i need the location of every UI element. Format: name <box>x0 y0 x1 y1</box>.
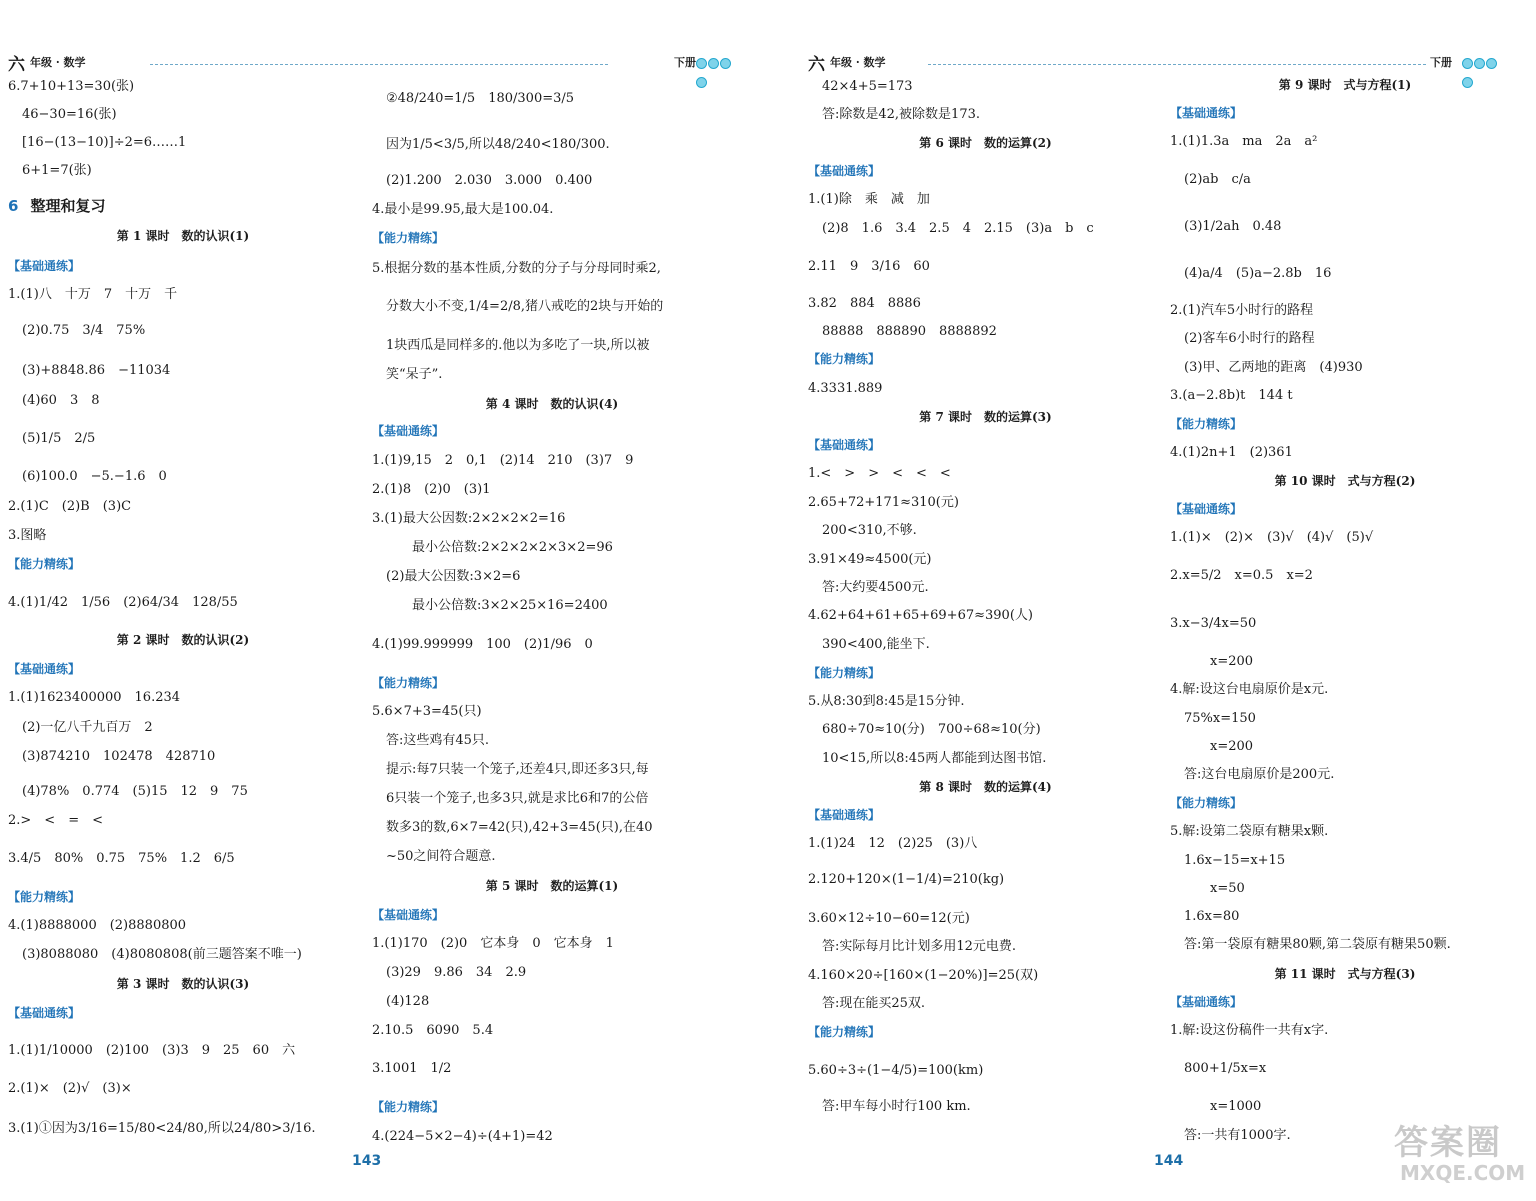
answer-line: 数多3的数,6×7=42(只),42+3=45(只),在40 <box>386 820 653 835</box>
answer-line: 提示:每7只装一个笼子,还差4只,即还多3只,每 <box>386 762 649 777</box>
answer-line: 2.120+120×(1−1/4)=210(kg) <box>808 872 1005 887</box>
lesson-title: 第 6 课时 数的运算(2) <box>919 136 1052 150</box>
answer-line: 答:这些鸡有45只. <box>386 733 490 748</box>
section-label: 【能力精练】 <box>1170 417 1243 431</box>
section-label: 【基础通练】 <box>1170 995 1243 1009</box>
answer-line: (3)29 9.86 34 2.9 <box>386 965 527 980</box>
page-number: 144 <box>1154 1153 1184 1169</box>
answer-line: (4)128 <box>386 994 430 1009</box>
lesson-title: 第 9 课时 式与方程(1) <box>1278 78 1412 92</box>
lesson-title: 第 3 课时 数的认识(3) <box>116 977 250 991</box>
answer-line: 390<400,能坐下. <box>822 637 930 652</box>
answer-line: x=1000 <box>1210 1099 1262 1114</box>
header-rule <box>928 64 1426 65</box>
answer-line: 笑“呆子”. <box>386 367 443 382</box>
answer-line: x=50 <box>1210 881 1245 896</box>
answer-line: 3.91×49≈4500(元) <box>808 552 932 567</box>
right-page <box>768 0 1536 1201</box>
answer-line: 因为1/5<3/5,所以48/240<180/300. <box>386 137 610 152</box>
answer-line: 分数大小不变,1/4=2/8,猪八戒吃的2块与开始的 <box>386 299 664 314</box>
answer-line: 4.(224−5×2−4)÷(4+1)=42 <box>372 1129 553 1144</box>
answer-line: 答:一共有1000字. <box>1184 1128 1291 1143</box>
answer-line: 最小公倍数:3×2×25×16=2400 <box>412 598 608 613</box>
section-label: 【能力精练】 <box>1170 796 1243 810</box>
answer-line: 4.最小是99.95,最大是100.04. <box>372 202 554 217</box>
answer-line: 4.(1)8888000 (2)8880800 <box>8 918 187 933</box>
section-label: 【基础通练】 <box>808 164 881 178</box>
watermark-text: 答案圈 <box>1394 1123 1502 1163</box>
answer-line: 1.(1)9,15 2 0,1 (2)14 210 (3)7 9 <box>372 453 634 468</box>
page-header <box>0 50 768 75</box>
answer-line: x=200 <box>1210 654 1254 669</box>
answer-line: (3)甲、乙两地的距离 (4)930 <box>1184 360 1363 375</box>
answer-line: 6.7+10+13=30(张) <box>8 79 135 94</box>
answer-line: 1.< > > < < < <box>808 466 951 481</box>
answer-line: 4.(1)1/42 1/56 (2)64/34 128/55 <box>8 595 238 610</box>
answer-line: (3)1/2ah 0.48 <box>1184 219 1282 234</box>
answer-line: 5.从8:30到8:45是15分钟. <box>808 694 965 709</box>
answer-line: 75%x=150 <box>1184 711 1256 726</box>
answer-line: 3.(1)①因为3/16=15/80<24/80,所以24/80>3/16. <box>8 1121 316 1136</box>
lesson-title: 第 8 课时 数的运算(4) <box>919 780 1052 794</box>
answer-line: (4)78% 0.774 (5)15 12 9 75 <box>22 784 248 799</box>
answer-line: (5)1/5 2/5 <box>22 431 96 446</box>
answer-line: 4.3331.889 <box>808 381 883 396</box>
answer-line: 42×4+5=173 <box>822 79 913 94</box>
answer-line: 答:第一袋原有糖果80颗,第二袋原有糖果50颗. <box>1184 937 1451 952</box>
section-label: 【基础通练】 <box>8 1006 81 1020</box>
section-label: 【能力精练】 <box>372 231 445 245</box>
answer-line: 2.10.5 6090 5.4 <box>372 1023 494 1038</box>
lesson-title: 第 2 课时 数的认识(2) <box>116 633 250 647</box>
answer-line: 答:除数是42,被除数是173. <box>822 107 980 122</box>
page-header <box>768 50 1536 75</box>
answer-line: 4.(1)2n+1 (2)361 <box>1170 445 1293 460</box>
chapter-title: 6 整理和复习 <box>8 197 106 215</box>
section-label: 【基础通练】 <box>1170 502 1243 516</box>
answer-line: (2)客车6小时行的路程 <box>1184 331 1315 346</box>
section-label: 【基础通练】 <box>372 908 445 922</box>
section-label: 【基础通练】 <box>8 259 81 273</box>
answer-line: (4)60 3 8 <box>22 393 100 408</box>
answer-line: 5.解:设第二袋原有糖果x颗. <box>1170 824 1329 839</box>
page-number: 143 <box>352 1153 382 1169</box>
answer-line: 2.> < = < <box>8 813 103 828</box>
answer-line: 3.x−3/4x=50 <box>1170 616 1257 631</box>
section-label: 【能力精练】 <box>8 557 81 571</box>
answer-line: 2.(1)8 (2)0 (3)1 <box>372 482 491 497</box>
answer-line: 答:大约要4500元. <box>822 580 929 595</box>
section-label: 【基础通练】 <box>1170 106 1243 120</box>
answer-line: ②48/240=1/5 180/300=3/5 <box>386 91 575 106</box>
answer-line: 1.6x=80 <box>1184 909 1240 924</box>
answer-line: (2)0.75 3/4 75% <box>22 323 146 338</box>
answer-line: 1.(1)24 12 (2)25 (3)八 <box>808 836 978 851</box>
section-label: 【能力精练】 <box>372 1100 445 1114</box>
section-label: 【基础通练】 <box>808 438 881 452</box>
answer-line: x=200 <box>1210 739 1254 754</box>
answer-line: [16−(13−10)]÷2=6……1 <box>22 135 187 150</box>
answer-line: 1.(1)除 乘 减 加 <box>808 192 930 207</box>
answer-line: 4.62+64+61+65+69+67≈390(人) <box>808 608 1033 623</box>
lesson-title: 第 4 课时 数的认识(4) <box>485 397 619 411</box>
answer-line: 2.x=5/2 x=0.5 x=2 <box>1170 568 1313 583</box>
lesson-title: 第 7 课时 数的运算(3) <box>919 410 1052 424</box>
section-label: 【基础通练】 <box>8 662 81 676</box>
section-label: 【能力精练】 <box>8 890 81 904</box>
section-label: 【能力精练】 <box>808 352 881 366</box>
answer-line: 3.82 884 8886 <box>808 296 921 311</box>
section-label: 【能力精练】 <box>808 666 881 680</box>
answer-line: 1块西瓜是同样多的.他以为多吃了一块,所以被 <box>386 338 650 353</box>
answer-line: 800+1/5x=x <box>1184 1061 1267 1076</box>
answer-line: 3.(1)最大公因数:2×2×2×2=16 <box>372 511 566 526</box>
answer-line: (2)最大公因数:3×2=6 <box>386 569 521 584</box>
answer-line: 200<310,不够. <box>822 523 917 538</box>
answer-line: 2.(1)C (2)B (3)C <box>8 499 132 514</box>
answer-line: 1.(1)170 (2)0 它本身 0 它本身 1 <box>372 936 614 951</box>
grade-label: 六 <box>8 55 25 75</box>
answer-line: (6)100.0 −5.−1.6 0 <box>22 469 167 484</box>
subject-label: 年级 · 数学 <box>30 56 86 69</box>
answer-line: 答:实际每月比计划多用12元电费. <box>822 939 1017 954</box>
answer-line: 1.(1)1.3a ma 2a a² <box>1170 134 1318 149</box>
watermark-url: MXQE.COM <box>1400 1161 1526 1185</box>
answer-line: 2.65+72+171≈310(元) <box>808 495 959 510</box>
answer-line: 10<15,所以8:45两人都能到达图书馆. <box>822 751 1047 766</box>
volume-label: 下册 <box>674 56 696 69</box>
answer-line: 3.60×12÷10−60=12(元) <box>808 911 970 926</box>
answer-line: (2)8 1.6 3.4 2.5 4 2.15 (3)a b c <box>822 221 1094 236</box>
lesson-title: 第 5 课时 数的运算(1) <box>485 879 619 893</box>
grade-label: 六 <box>808 55 825 75</box>
section-label: 【基础通练】 <box>808 808 881 822</box>
answer-line: 4.解:设这台电扇原价是x元. <box>1170 682 1329 697</box>
answer-line: 6只装一个笼子,也多3只,就是求比6和7的公倍 <box>386 791 649 806</box>
lesson-title: 第 1 课时 数的认识(1) <box>116 229 250 243</box>
answer-line: (3)874210 102478 428710 <box>22 749 216 764</box>
answer-line: 最小公倍数:2×2×2×2×3×2=96 <box>412 540 613 555</box>
answer-line: 680÷70≈10(分) 700÷68≈10(分) <box>822 722 1041 737</box>
answer-line: 1.(1)1/10000 (2)100 (3)3 9 25 60 六 <box>8 1043 296 1058</box>
header-rule <box>150 64 608 65</box>
subject-label: 年级 · 数学 <box>830 56 886 69</box>
section-label: 【能力精练】 <box>372 676 445 690</box>
answer-line: 4.160×20÷[160×(1−20%)]=25(双) <box>808 968 1039 983</box>
answer-line: 88888 888890 8888892 <box>822 324 997 339</box>
answer-line: (2)ab c/a <box>1184 172 1251 187</box>
answer-line: 3.1001 1/2 <box>372 1061 452 1076</box>
answer-line: 1.(1)× (2)× (3)√ (4)√ (5)√ <box>1170 530 1374 545</box>
answer-line: 6+1=7(张) <box>22 163 92 178</box>
answer-line: 答:甲车每小时行100 km. <box>822 1099 971 1114</box>
answer-line: 46−30=16(张) <box>22 107 117 122</box>
answer-line: 答:这台电扇原价是200元. <box>1184 767 1335 782</box>
answer-line: 1.解:设这份稿件一共有x字. <box>1170 1023 1329 1038</box>
lesson-title: 第 11 课时 式与方程(3) <box>1274 967 1416 981</box>
section-label: 【能力精练】 <box>808 1025 881 1039</box>
answer-line: 5.6×7+3=45(只) <box>372 704 482 719</box>
watermark-logo <box>1394 1115 1526 1191</box>
answer-line: (3)+8848.86 −11034 <box>22 363 171 378</box>
answer-line: (2)一亿八千九百万 2 <box>22 720 153 735</box>
answer-line: 2.11 9 3/16 60 <box>808 259 930 274</box>
answer-line: 2.(1)汽车5小时行的路程 <box>1170 303 1314 318</box>
answer-line: 1.(1)1623400000 16.234 <box>8 690 181 705</box>
answer-line: (3)8088080 (4)8080808(前三题答案不唯一) <box>22 947 302 962</box>
decorative-dots-icon <box>696 54 740 66</box>
answer-line: (2)1.200 2.030 3.000 0.400 <box>386 173 593 188</box>
answer-line: 3.4/5 80% 0.75 75% 1.2 6/5 <box>8 851 235 866</box>
answer-line: 1.(1)八 十万 7 十万 千 <box>8 287 178 302</box>
answer-line: 4.(1)99.999999 100 (2)1/96 0 <box>372 637 593 652</box>
answer-line: 3.图略 <box>8 528 47 543</box>
lesson-title: 第 10 课时 式与方程(2) <box>1274 474 1416 488</box>
decorative-dots-icon <box>1462 54 1506 66</box>
answer-line: 3.(a−2.8b)t 144 t <box>1170 388 1293 403</box>
answer-line: ~50之间符合题意. <box>386 849 496 864</box>
volume-label: 下册 <box>1430 56 1452 69</box>
answer-line: 1.6x−15=x+15 <box>1184 853 1286 868</box>
answer-line: (4)a/4 (5)a−2.8b 16 <box>1184 266 1332 281</box>
section-label: 【基础通练】 <box>372 424 445 438</box>
answer-line: 5.60÷3÷(1−4/5)=100(km) <box>808 1063 984 1078</box>
answer-line: 答:现在能买25双. <box>822 996 926 1011</box>
answer-line: 2.(1)× (2)√ (3)× <box>8 1081 132 1096</box>
answer-line: 5.根据分数的基本性质,分数的分子与分母同时乘2, <box>372 261 661 276</box>
